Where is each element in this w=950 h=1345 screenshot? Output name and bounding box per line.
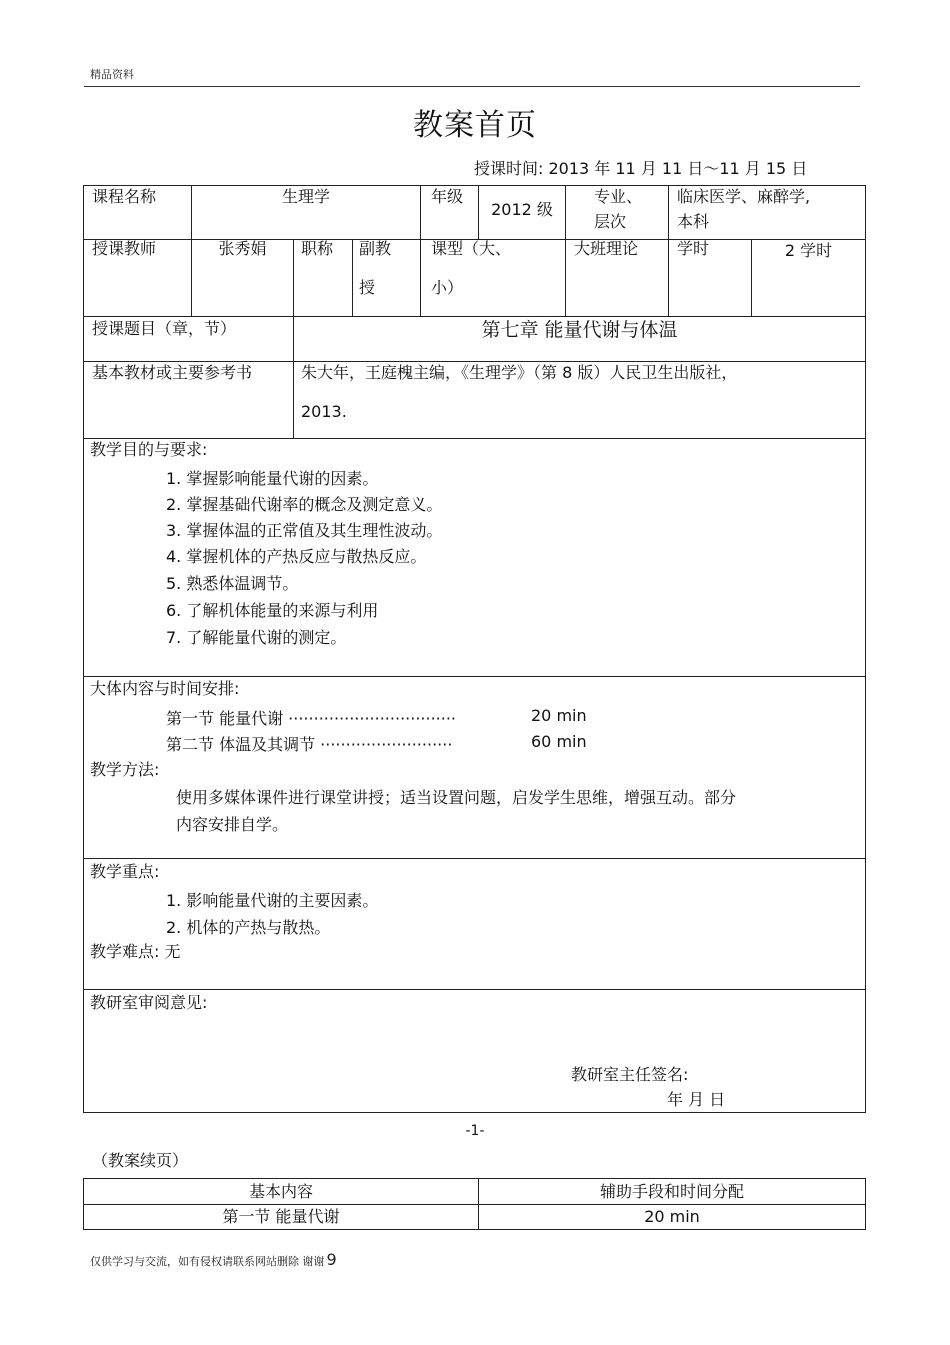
section-2-time: 60 min: [531, 732, 587, 751]
major-value-1: 临床医学、麻醉学,: [677, 187, 811, 206]
signature-label: 教研室主任签名:: [571, 1065, 689, 1084]
ref-value-2: 2013.: [301, 402, 347, 421]
topic-label: 授课题目（章，节）: [92, 319, 237, 338]
list-item: 4. 掌握机体的产热反应与散热反应。: [166, 547, 427, 566]
list-item: 7. 了解能量代谢的测定。: [166, 628, 347, 647]
list-item: 1. 掌握影响能量代谢的因素。: [166, 469, 379, 488]
grade-value: 2012 级: [491, 200, 553, 219]
method-line-2: 内容安排自学。: [176, 815, 289, 834]
type-label-1: 课型（大、: [431, 239, 512, 258]
col-header-aids: 辅助手段和时间分配: [599, 1182, 744, 1201]
header-rule: [84, 86, 860, 87]
col-header-content: 基本内容: [248, 1182, 313, 1201]
type-value: 大班理论: [574, 239, 639, 258]
difficulty-text: 教学难点: 无: [90, 942, 181, 961]
list-item: 2. 机体的产热与散热。: [166, 918, 331, 937]
section-1-label: 第一节 能量代谢 ·································: [166, 709, 457, 728]
major-label-2: 层次: [594, 212, 627, 231]
lesson-table: [83, 185, 866, 1113]
hours-value: 2 学时: [784, 241, 833, 260]
review-heading: 教研室审阅意见:: [90, 993, 208, 1012]
header-label: 精品资料: [90, 68, 134, 81]
ref-label: 基本教材或主要参考书: [92, 363, 253, 382]
continuation-table: [83, 1178, 866, 1230]
hours-label: 学时: [677, 239, 710, 258]
rank-value-2: 授: [359, 278, 376, 297]
schedule-text: 授课时间: 2013 年 11 月 11 日～11 月 15 日: [474, 159, 808, 178]
method-heading: 教学方法:: [90, 760, 160, 779]
topic-value: 第七章 能量代谢与体温: [481, 319, 678, 341]
rank-label: 职称: [301, 239, 334, 258]
continuation-label: （教案续页）: [92, 1151, 189, 1170]
grade-label: 年级: [431, 187, 464, 206]
major-value-2: 本科: [677, 212, 710, 231]
page-number: -1-: [465, 1123, 485, 1139]
course-label: 课程名称: [92, 187, 157, 206]
footer-note: 仅供学习与交流，如有侵权请联系网站删除 谢谢: [90, 1255, 325, 1268]
rank-value-1: 副教: [359, 239, 392, 258]
section-1-time: 20 min: [531, 706, 587, 725]
page-title: 教案首页: [413, 108, 537, 143]
list-item: 3. 掌握体温的正常值及其生理性波动。: [166, 521, 443, 540]
section-2-label: 第二节 体温及其调节 ··························: [166, 735, 453, 754]
objectives-heading: 教学目的与要求:: [90, 440, 208, 459]
footer-text: [90, 1250, 337, 1269]
list-item: 2. 掌握基础代谢率的概念及测定意义。: [166, 495, 443, 514]
major-label-1: 专业、: [594, 187, 643, 206]
method-line-1: 使用多媒体课件进行课堂讲授；适当设置问题，启发学生思维，增强互动。部分: [176, 788, 737, 807]
type-label-2: 小）: [431, 278, 464, 297]
table-cell: 第一节 能量代谢: [222, 1207, 340, 1226]
arrangement-heading: 大体内容与时间安排:: [90, 679, 240, 698]
course-value: 生理学: [281, 187, 330, 206]
table-cell: 20 min: [644, 1207, 700, 1226]
focus-heading: 教学重点:: [90, 862, 160, 881]
ref-value-1: 朱大年，王庭槐主编，《生理学》（第 8 版）人民卫生出版社，: [301, 363, 738, 382]
list-item: 6. 了解机体能量的来源与利用: [166, 601, 379, 620]
teacher-label: 授课教师: [92, 239, 157, 258]
footer-number: 9: [326, 1250, 337, 1269]
review-date: 年 月 日: [667, 1090, 726, 1109]
teacher-value: 张秀娟: [218, 239, 267, 258]
list-item: 1. 影响能量代谢的主要因素。: [166, 891, 379, 910]
list-item: 5. 熟悉体温调节。: [166, 574, 299, 593]
